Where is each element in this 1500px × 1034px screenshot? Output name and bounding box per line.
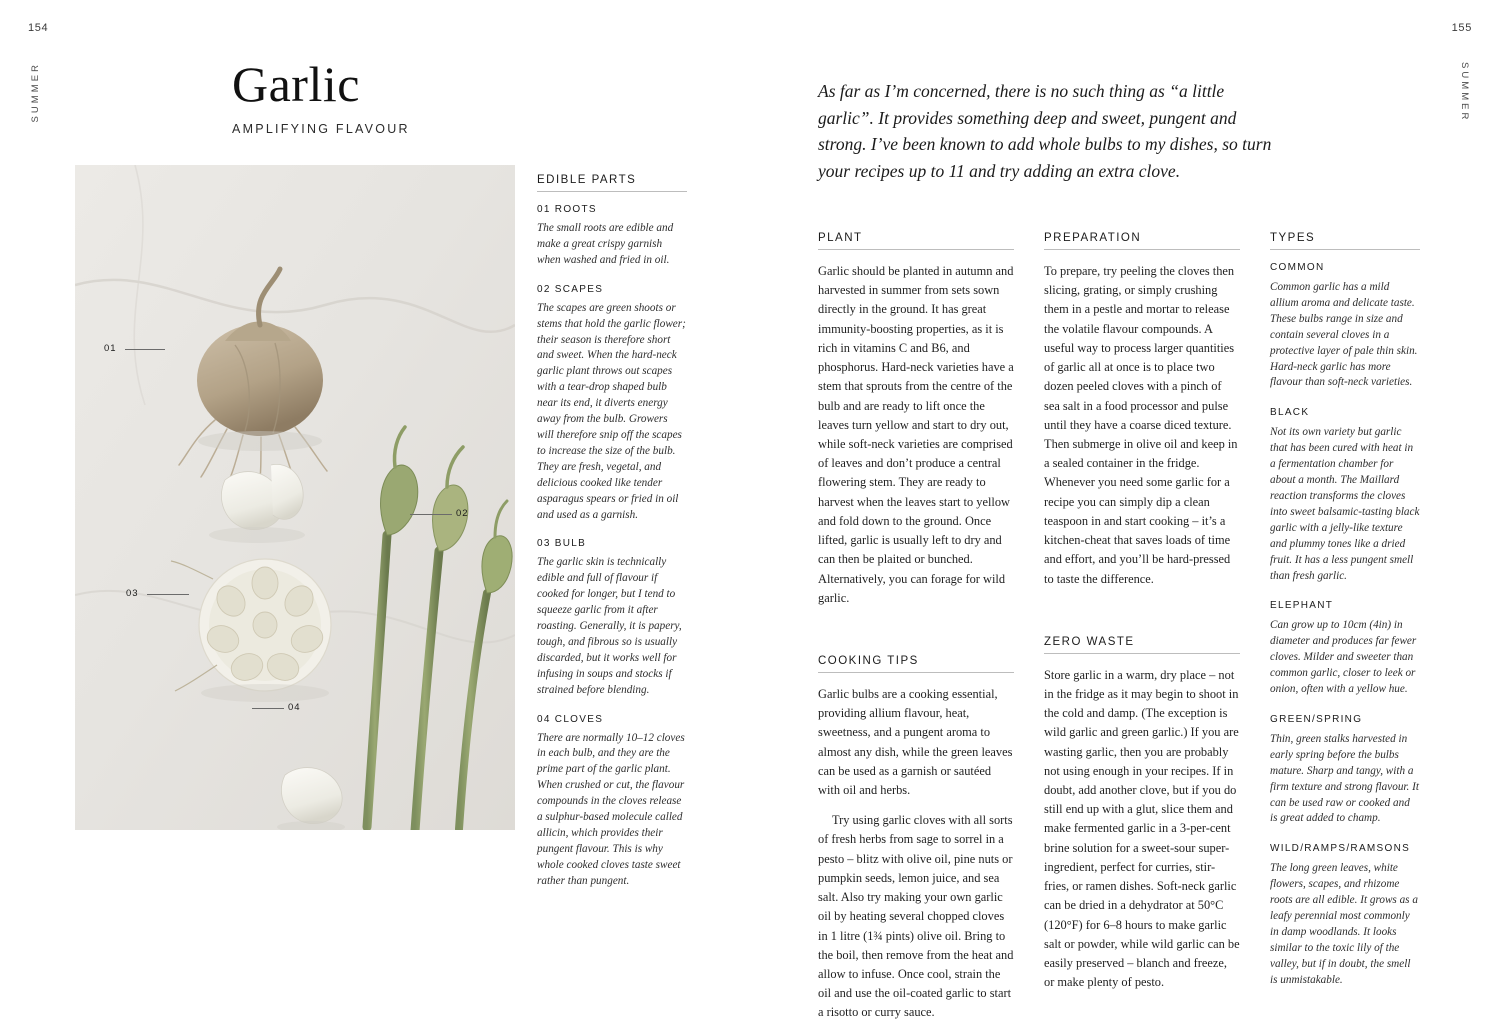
edible-part-text: The garlic skin is technically edible and full of flavour if cooked for longer, but I tend to squeeze garlic from it after roasting. Generally, it is papery, tough, and fibrous so is usually discarded, but it works well for infusing in soups and stocks if strained before blending. (537, 556, 682, 696)
photo-leader-01 (125, 349, 165, 350)
section-paragraph: Try using garlic cloves with all sorts of fresh herbs from sage to sorrel in a pesto – blitz with olive oil, pine nuts or pumpkin seeds, lemon juice, and sea salt. Also try making your own garlic oil by heating several chopped cloves in 1 litre (1¾ pints) olive oil. Bring to the boil, then remove from the heat and allow to infuse. Once cool, strain the oil and use the oil-coated garlic to start a risotto or curry sauce. (818, 813, 1014, 1020)
column-plant-cooking (818, 232, 1014, 1034)
type-wild-ramps-ramsons (1270, 843, 1420, 988)
type-black (1270, 407, 1420, 584)
edible-part-roots (537, 204, 687, 269)
section-paragraph: Garlic should be planted in autumn and harvested in summer from sets sown directly in the ground. It has great immunity-boosting properties, as it is rich in vitamins C and B6, and phosphorus. Hard-neck varieties have a stem that sprouts from the centre of the bulb and are ready to lift once the leaves turn yellow and start to dry out, while soft-neck varieties are comprised of leaves and don’t produce a central flowering stem. They are ready to harvest when the leaves start to yellow and fold down to the ground. Once lifted, garlic is usually left to dry and can then be plaited or bunched. Alternatively, you can forage for wild garlic. (818, 264, 1014, 605)
page-title: Garlic (232, 56, 360, 112)
page-subtitle: AMPLIFYING FLAVOUR (232, 121, 410, 136)
edible-part-label: 04 CLOVES (537, 713, 604, 725)
section-heading-plant: PLANT (818, 232, 1014, 250)
edible-part-text: There are normally 10–12 cloves in each bulb, and they are the prime part of the garlic plant. When crushed or cut, the flavour compounds in the cloves release a sulphur-based molecule called allicin, which provides their pungent flavour. This is why whole cooked cloves taste sweet rather than pungent. (537, 731, 685, 887)
edible-parts-heading: EDIBLE PARTS (537, 174, 687, 192)
photo-leader-04 (252, 708, 284, 709)
section-heading-preparation: PREPARATION (1044, 232, 1240, 250)
type-name: GREEN/SPRING (1270, 713, 1363, 725)
type-green-spring (1270, 714, 1420, 827)
column-types (1270, 232, 1420, 1034)
edible-part-scapes (537, 284, 687, 524)
edible-part-text: The small roots are edible and make a great crispy garnish when washed and fried in oil. (537, 222, 674, 266)
type-text: Can grow up to 10cm (4in) in diameter and produces far fewer cloves. Milder and sweeter than common garlic, closer to leek or onion, often with a yellow hue. (1270, 619, 1417, 696)
type-text: Not its own variety but garlic that has been cured with heat in a fermentation chamber for about a month. The Maillard reaction transforms the cloves into sweet balsamic-tasting black garlic with a jelly-like texture and plummy tones like a dried fruit. It has a less pungent smell than fresh garlic. (1270, 426, 1420, 582)
type-name: WILD/RAMPS/RAMSONS (1270, 843, 1411, 855)
type-text: Common garlic has a mild allium aroma and delicate taste. These bulbs range in size and contain several cloves in a protective layer of pale thin skin. Hard-neck garlic has more flavour than soft-neck varieties. (1270, 281, 1418, 389)
edible-part-label: 03 BULB (537, 538, 587, 550)
edible-part-label: 02 SCAPES (537, 283, 604, 295)
photo-leader-03 (147, 594, 189, 595)
type-text: The long green leaves, white flowers, scapes, and rhizome roots are all edible. It grows as a leafy perennial most commonly in damp woodlands. It looks similar to the toxic lily of the valley, but if in doubt, the smell is unmistakable. (1270, 862, 1418, 986)
photo-leader-02 (410, 514, 452, 515)
right-page-columns (818, 232, 1458, 1034)
page-title-block (232, 58, 652, 136)
type-name: COMMON (1270, 262, 1325, 273)
edible-part-label: 01 ROOTS (537, 204, 597, 215)
type-name: BLACK (1270, 407, 1310, 419)
section-heading-zero-waste: ZERO WASTE (1044, 636, 1240, 654)
running-head-left: SUMMER (30, 62, 41, 123)
column-spacer (1044, 600, 1240, 636)
edible-part-bulb (537, 538, 687, 698)
standfirst-intro: As far as I’m concerned, there is no such thing as “a little garlic”. It provides something deep and sweet, pungent and strong. I’ve been known to add whole bulbs to my dishes, so turn your recipes up to 11 and try adding an extra clove. (818, 81, 1272, 181)
garlic-photo (75, 165, 515, 830)
photo-callout-04: 04 (288, 702, 301, 713)
section-paragraph: Garlic bulbs are a cooking essential, providing allium flavour, heat, sweetness, and a pungent aroma to almost any dish, while the green leaves can be used as a garnish or sautéed with oil and herbs. (818, 686, 1013, 798)
photo-callout-03: 03 (126, 588, 139, 599)
type-name: ELEPHANT (1270, 600, 1334, 612)
section-paragraph: Store garlic in a warm, dry place – not in the fridge as it may begin to shoot in the cold and damp. (The exception is wild garlic and green garlic.) If you are wasting garlic, then you are probably not using enough in your recipes. If in doubt, add another clove, but if you do still end up with a glut, slice them and make fermented garlic in a 3-per-cent brine solution for a sweet-sour super-ingredient, perfect for curries, stir-fries, or ramen dishes. Soft-neck garlic can be dried in a dehydrator at 50°C (120°F) for 6–8 hours to make garlic salt or powder, while wild garlic can be easily preserved – blanch and freeze, or make plenty of pesto. (1044, 667, 1240, 990)
folio-right: 155 (1451, 22, 1472, 34)
type-common (1270, 262, 1420, 391)
section-heading-types: TYPES (1270, 232, 1420, 250)
folio-left: 154 (28, 22, 49, 34)
edible-part-text: The scapes are green shoots or stems that hold the garlic flower; their season is therefore short and sweet. When the hard-neck garlic plant throws out scapes with a tear-drop shaped bulb near its end, it diverts energy away from the bulb. Growers will therefore snip off the scapes to increase the size of the bulb. They are fresh, vegetal, and delicious cooked like tender asparagus spears or fried in oil and used as a garnish. (537, 301, 686, 521)
edible-parts-column (537, 174, 687, 905)
section-heading-cooking-tips: COOKING TIPS (818, 655, 1014, 673)
garlic-photo-illustration (75, 165, 515, 830)
column-preparation-zero-waste (1044, 232, 1240, 1034)
type-elephant (1270, 600, 1420, 698)
column-spacer (818, 619, 1014, 655)
photo-callout-02: 02 (456, 508, 469, 519)
section-paragraph: To prepare, try peeling the cloves then slicing, grating, or simply crushing them in a pestle and mortar to release the volatile flavour compounds. A useful way to process larger quantities of garlic all at once is to place two dozen peeled cloves with a pinch of sea salt in a food processor and pulse until they have a coarse diced texture. Then submerge in olive oil and keep in a sealed container in the fridge. Whenever you need some garlic for a recipe you can simply dip a clean teaspoon in and start cooking – it’s a kitchen-cheat that saves loads of time and effort, and you’ll be hard-pressed to taste the difference. (1044, 264, 1238, 586)
type-text: Thin, green stalks harvested in early spring before the bulbs mature. Sharp and tangy, with a firm texture and strong flavour. It can be used raw or cooked and is great added to champ. (1270, 732, 1419, 825)
edible-part-cloves (537, 714, 687, 890)
running-head-right: SUMMER (1459, 62, 1470, 123)
photo-callout-01: 01 (104, 343, 117, 354)
